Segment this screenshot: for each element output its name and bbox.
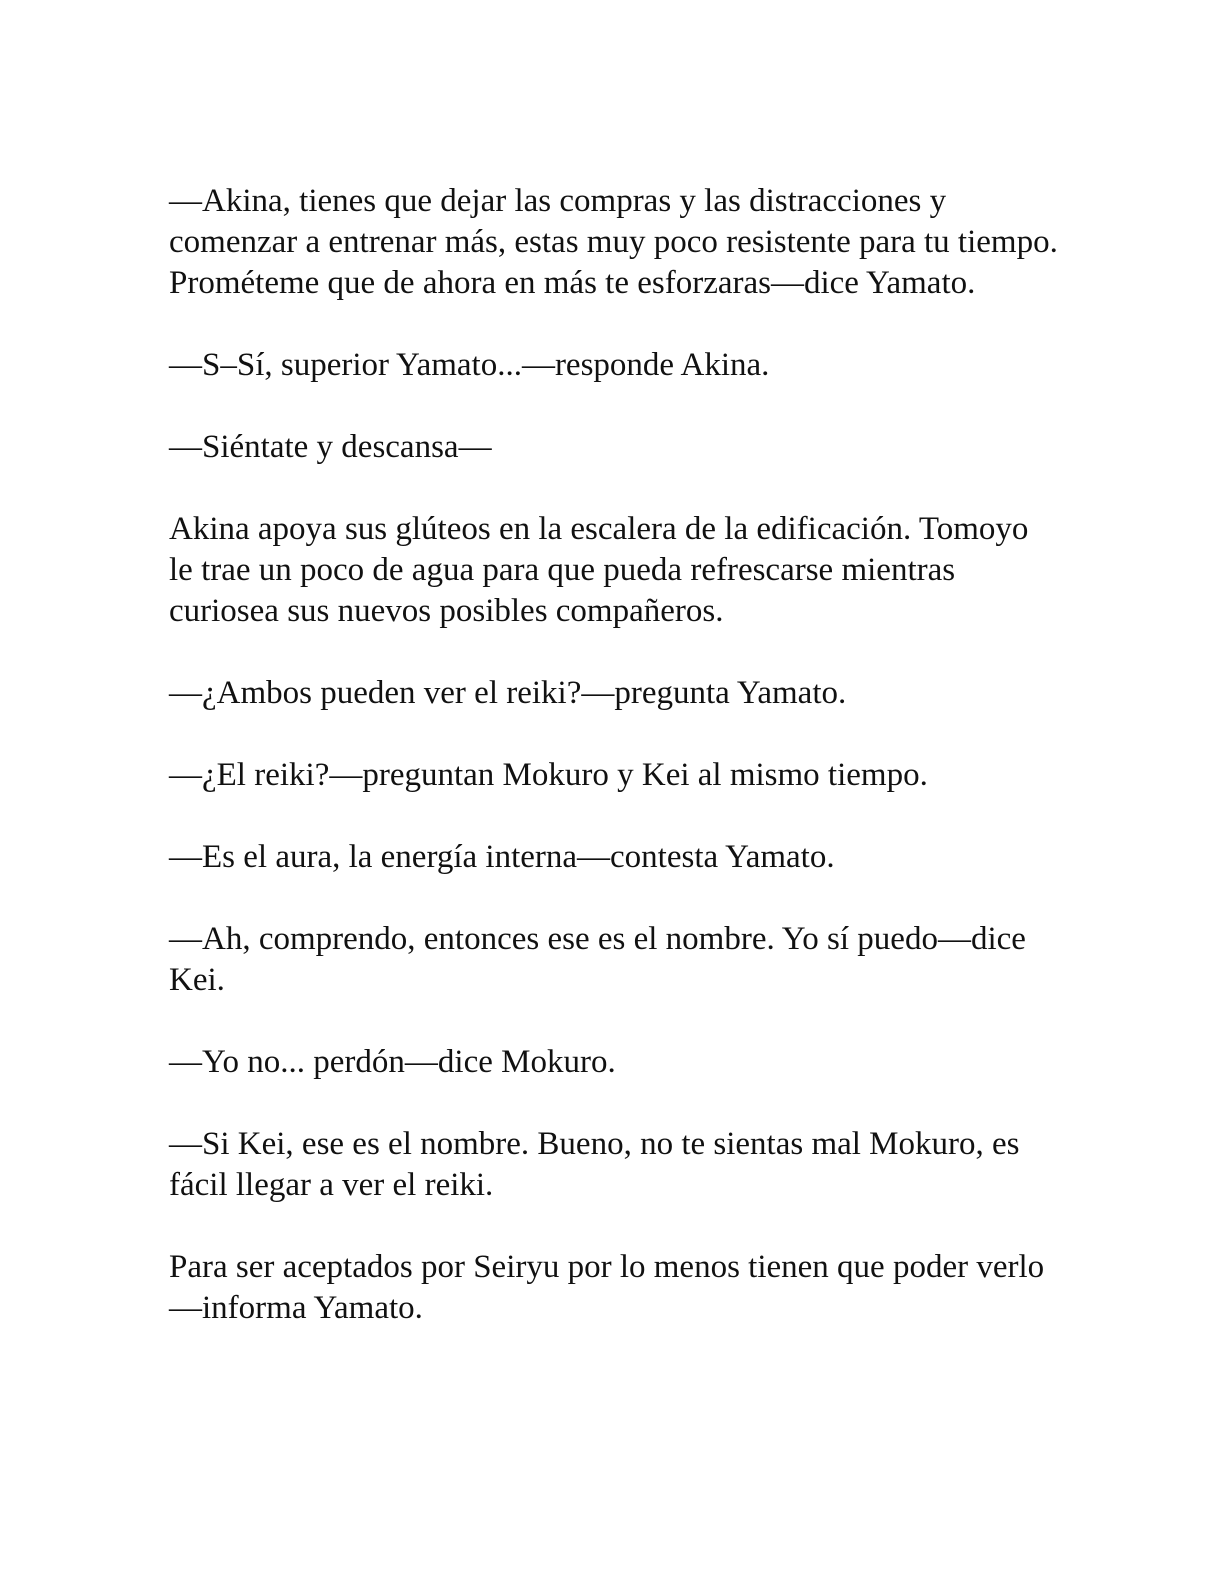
paragraph: Para ser aceptados por Seiryu por lo menos tienen que poder verlo—informa Yamato. — [169, 1249, 1045, 1326]
paragraph: —Yo no... perdón—dice Mokuro. — [169, 1044, 616, 1080]
paragraph: —Siéntate y descansa— — [169, 429, 492, 465]
paragraph: —Ah, comprendo, entonces ese es el nombre. Yo sí puedo—dice Kei. — [169, 921, 1026, 998]
paragraph: —Es el aura, la energía interna—contesta Yamato. — [169, 839, 835, 875]
paragraph: —Si Kei, ese es el nombre. Bueno, no te sientas mal Mokuro, es fácil llegar a ver el reiki. — [169, 1126, 1020, 1203]
paragraph: —¿El reiki?—preguntan Mokuro y Kei al mismo tiempo. — [169, 757, 928, 793]
document-page — [169, 181, 1059, 1329]
paragraph: —¿Ambos pueden ver el reiki?—pregunta Yamato. — [169, 675, 847, 711]
paragraph: —S–Sí, superior Yamato...—responde Akina. — [169, 347, 770, 383]
paragraph: Akina apoya sus glúteos en la escalera de la edificación. Tomoyo le trae un poco de agua para que pueda refrescarse mientras curiosea sus nuevos posibles compañeros. — [169, 511, 1029, 629]
paragraph: —Akina, tienes que dejar las compras y las distracciones y comenzar a entrenar más, estas muy poco resistente para tu tiempo. Prométeme que de ahora en más te esforzaras—dice Yamato. — [169, 183, 1058, 301]
